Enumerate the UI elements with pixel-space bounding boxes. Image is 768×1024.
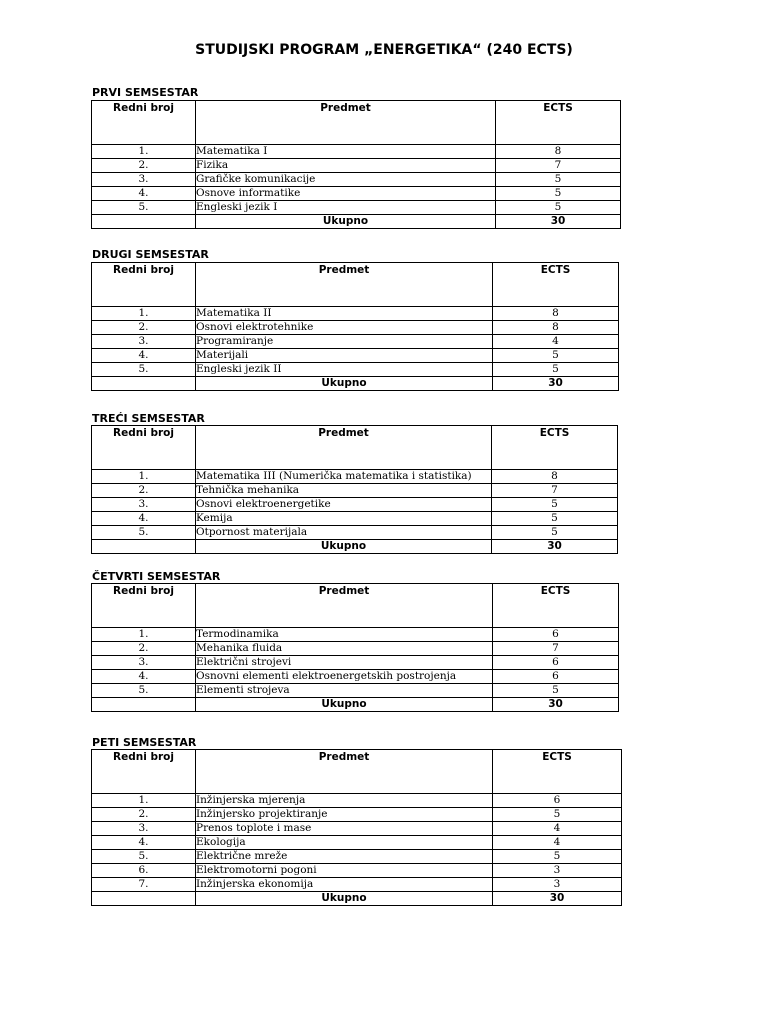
total-label: Ukupno [196, 698, 493, 712]
row-subject: Tehnička mehanika [196, 484, 492, 498]
total-row [92, 698, 619, 712]
row-number: 2. [92, 321, 196, 335]
table-row [92, 512, 618, 526]
row-number: 3. [92, 173, 196, 187]
semester-table [91, 425, 618, 554]
row-subject: Elektromotorni pogoni [196, 864, 493, 878]
row-number: 4. [92, 512, 196, 526]
table-row [92, 470, 618, 484]
row-ects: 8 [493, 307, 619, 321]
row-subject: Električne mreže [196, 850, 493, 864]
total-empty-cell [92, 892, 196, 906]
row-subject: Mehanika fluida [196, 642, 493, 656]
table-row [92, 187, 621, 201]
total-label: Ukupno [196, 215, 496, 229]
row-subject: Materijali [196, 349, 493, 363]
semester-table [91, 262, 619, 391]
row-subject: Termodinamika [196, 628, 493, 642]
row-ects: 5 [493, 684, 619, 698]
table-header-row [92, 426, 618, 470]
semester-title: TREĆI SEMSESTAR [92, 412, 205, 425]
row-ects: 4 [493, 335, 619, 349]
row-number: 2. [92, 642, 196, 656]
row-number: 3. [92, 335, 196, 349]
row-number: 2. [92, 808, 196, 822]
row-number: 1. [92, 794, 196, 808]
table-row [92, 808, 622, 822]
row-ects: 8 [492, 470, 618, 484]
row-number: 3. [92, 822, 196, 836]
total-row [92, 377, 619, 391]
row-subject: Kemija [196, 512, 492, 526]
semester-table [91, 583, 619, 712]
row-number: 1. [92, 307, 196, 321]
row-number: 4. [92, 187, 196, 201]
table-header-row [92, 101, 621, 145]
row-ects: 3 [493, 878, 622, 892]
row-ects: 6 [493, 656, 619, 670]
table-header-row [92, 263, 619, 307]
row-ects: 7 [493, 642, 619, 656]
total-label: Ukupno [196, 892, 493, 906]
table-row [92, 822, 622, 836]
header-redni-broj: Redni broj [92, 750, 196, 794]
table-header-row [92, 584, 619, 628]
row-subject: Matematika I [196, 145, 496, 159]
row-subject: Engleski jezik II [196, 363, 493, 377]
table-row [92, 349, 619, 363]
row-ects: 4 [493, 822, 622, 836]
row-subject: Inžinjerska ekonomija [196, 878, 493, 892]
table-row [92, 201, 621, 215]
row-ects: 7 [496, 159, 621, 173]
row-ects: 3 [493, 864, 622, 878]
table-row [92, 684, 619, 698]
row-subject: Engleski jezik I [196, 201, 496, 215]
table-row [92, 656, 619, 670]
total-ects: 30 [493, 698, 619, 712]
row-ects: 5 [493, 808, 622, 822]
total-label: Ukupno [196, 377, 493, 391]
table-row [92, 173, 621, 187]
total-empty-cell [92, 377, 196, 391]
header-ects: ECTS [493, 750, 622, 794]
row-number: 1. [92, 470, 196, 484]
row-number: 5. [92, 684, 196, 698]
row-subject: Matematika II [196, 307, 493, 321]
total-label: Ukupno [196, 540, 492, 554]
total-empty-cell [92, 698, 196, 712]
row-number: 3. [92, 656, 196, 670]
row-subject: Elementi strojeva [196, 684, 493, 698]
total-empty-cell [92, 215, 196, 229]
row-ects: 8 [496, 145, 621, 159]
header-ects: ECTS [496, 101, 621, 145]
row-number: 4. [92, 836, 196, 850]
semester-title: DRUGI SEMSESTAR [92, 248, 209, 261]
row-subject: Fizika [196, 159, 496, 173]
row-ects: 5 [492, 526, 618, 540]
row-ects: 5 [492, 498, 618, 512]
semester-title: PETI SEMSESTAR [92, 736, 197, 749]
semester-table [91, 749, 622, 906]
table-row [92, 642, 619, 656]
row-ects: 7 [492, 484, 618, 498]
header-predmet: Predmet [196, 101, 496, 145]
header-predmet: Predmet [196, 426, 492, 470]
row-number: 1. [92, 145, 196, 159]
row-number: 4. [92, 349, 196, 363]
table-row [92, 498, 618, 512]
row-ects: 6 [493, 628, 619, 642]
row-ects: 4 [493, 836, 622, 850]
table-row [92, 864, 622, 878]
table-row [92, 145, 621, 159]
header-redni-broj: Redni broj [92, 584, 196, 628]
row-number: 7. [92, 878, 196, 892]
table-row [92, 526, 618, 540]
semester-title: PRVI SEMSESTAR [92, 86, 199, 99]
row-ects: 5 [496, 173, 621, 187]
row-number: 2. [92, 159, 196, 173]
table-row [92, 363, 619, 377]
table-row [92, 794, 622, 808]
row-number: 3. [92, 498, 196, 512]
row-ects: 6 [493, 794, 622, 808]
row-number: 6. [92, 864, 196, 878]
total-empty-cell [92, 540, 196, 554]
total-row [92, 540, 618, 554]
header-ects: ECTS [492, 426, 618, 470]
header-predmet: Predmet [196, 584, 493, 628]
table-row [92, 321, 619, 335]
row-number: 2. [92, 484, 196, 498]
row-subject: Ekologija [196, 836, 493, 850]
table-row [92, 335, 619, 349]
row-number: 5. [92, 363, 196, 377]
row-ects: 6 [493, 670, 619, 684]
row-subject: Matematika III (Numerička matematika i statistika) [196, 470, 492, 484]
row-subject: Inžinjersko projektiranje [196, 808, 493, 822]
table-row [92, 159, 621, 173]
header-predmet: Predmet [196, 263, 493, 307]
total-ects: 30 [493, 377, 619, 391]
row-subject: Otpornost materijala [196, 526, 492, 540]
semester-title: ČETVRTI SEMSESTAR [92, 570, 221, 583]
header-redni-broj: Redni broj [92, 263, 196, 307]
table-row [92, 836, 622, 850]
total-ects: 30 [496, 215, 621, 229]
header-redni-broj: Redni broj [92, 426, 196, 470]
row-subject: Prenos toplote i mase [196, 822, 493, 836]
row-ects: 5 [493, 349, 619, 363]
row-number: 5. [92, 201, 196, 215]
table-header-row [92, 750, 622, 794]
row-ects: 5 [496, 187, 621, 201]
table-row [92, 878, 622, 892]
row-ects: 5 [493, 363, 619, 377]
row-subject: Osnovi elektrotehnike [196, 321, 493, 335]
semester-table [91, 100, 621, 229]
document-title: STUDIJSKI PROGRAM „ENERGETIKA“ (240 ECTS) [195, 42, 573, 58]
table-row [92, 484, 618, 498]
total-ects: 30 [492, 540, 618, 554]
row-subject: Grafičke komunikacije [196, 173, 496, 187]
row-subject: Osnovni elementi elektroenergetskih postrojenja [196, 670, 493, 684]
row-ects: 5 [492, 512, 618, 526]
row-number: 4. [92, 670, 196, 684]
row-subject: Programiranje [196, 335, 493, 349]
row-ects: 5 [493, 850, 622, 864]
header-predmet: Predmet [196, 750, 493, 794]
row-subject: Električni strojevi [196, 656, 493, 670]
header-ects: ECTS [493, 584, 619, 628]
header-ects: ECTS [493, 263, 619, 307]
row-subject: Osnove informatike [196, 187, 496, 201]
row-subject: Inžinjerska mjerenja [196, 794, 493, 808]
total-ects: 30 [493, 892, 622, 906]
row-ects: 5 [496, 201, 621, 215]
table-row [92, 628, 619, 642]
table-row [92, 307, 619, 321]
row-subject: Osnovi elektroenergetike [196, 498, 492, 512]
row-number: 5. [92, 526, 196, 540]
header-redni-broj: Redni broj [92, 101, 196, 145]
total-row [92, 892, 622, 906]
table-row [92, 670, 619, 684]
table-row [92, 850, 622, 864]
row-ects: 8 [493, 321, 619, 335]
total-row [92, 215, 621, 229]
row-number: 5. [92, 850, 196, 864]
row-number: 1. [92, 628, 196, 642]
